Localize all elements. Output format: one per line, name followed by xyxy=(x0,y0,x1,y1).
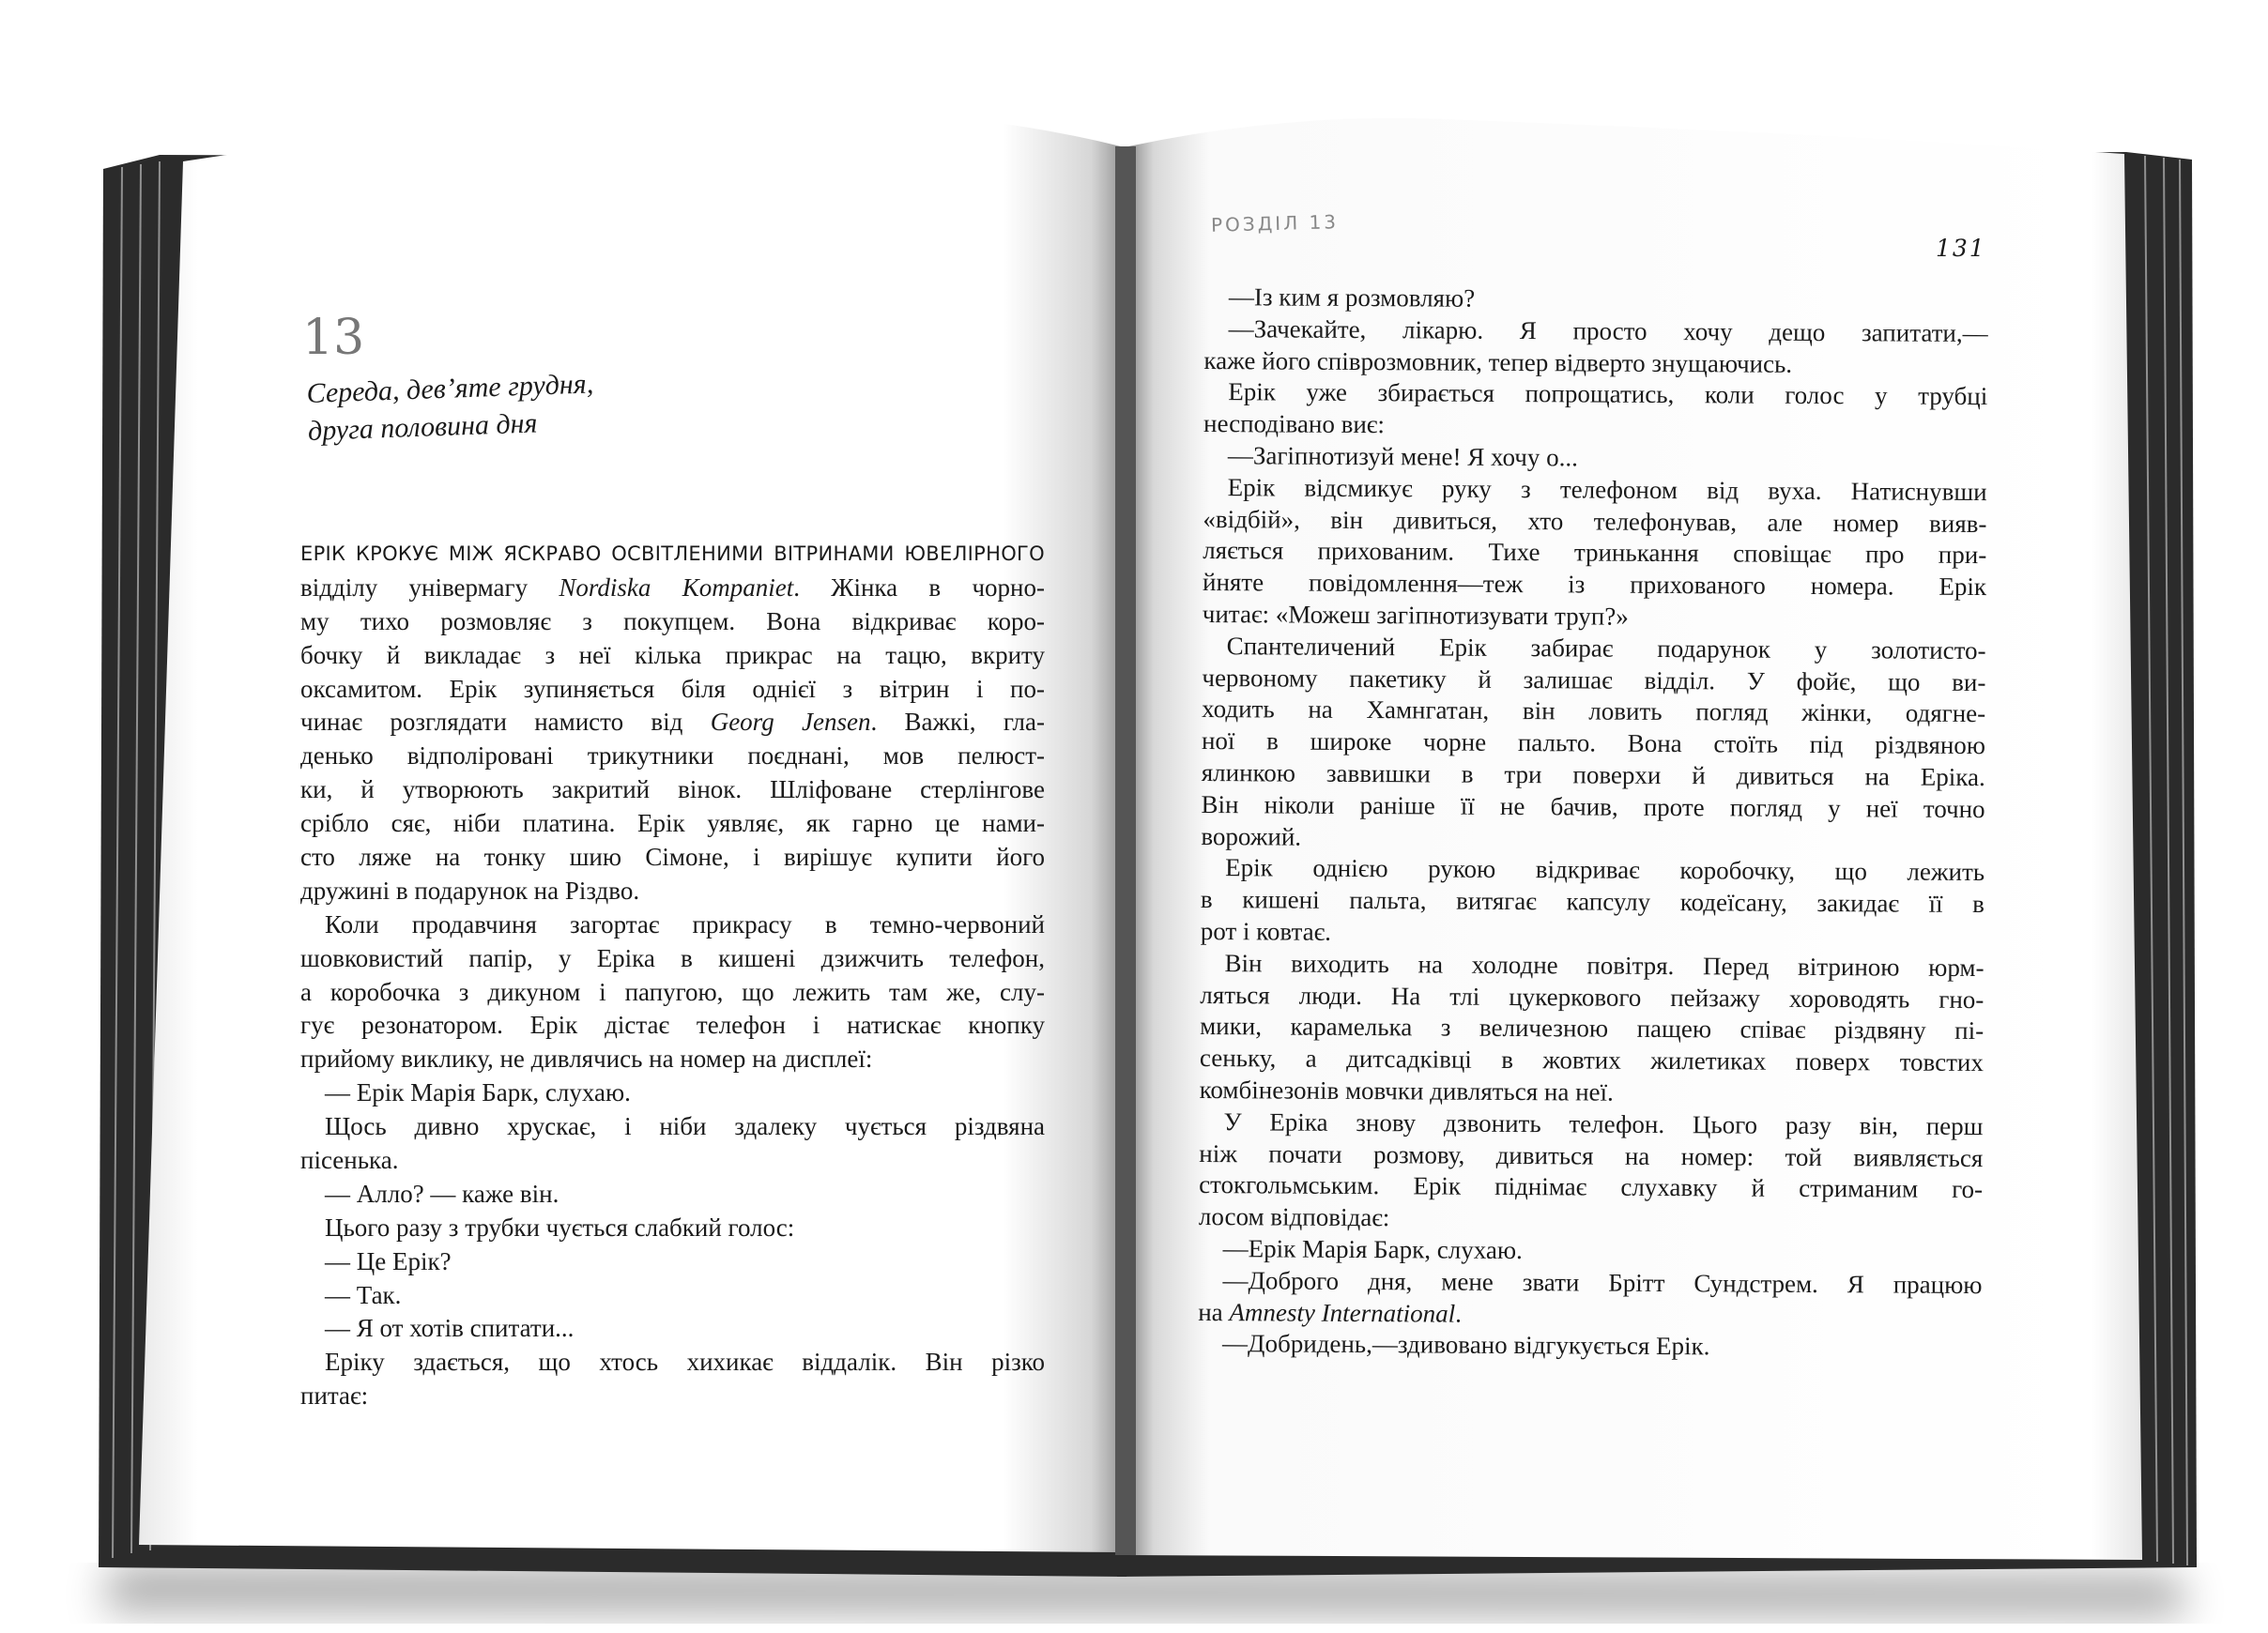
running-header: РОЗДІЛ 13 xyxy=(1210,210,1340,237)
text-segment: комбінезонів мовчки дивляться на неї. xyxy=(1199,1075,1614,1106)
text-line xyxy=(1199,1137,1983,1174)
text-line xyxy=(1201,789,1984,826)
text-segment: — Так. xyxy=(325,1280,402,1309)
text-segment: бочку й викладає з неї кілька прикрас на тацю, вкриту xyxy=(300,640,1045,669)
text-line xyxy=(300,1279,1045,1313)
text-line xyxy=(1198,1296,1982,1333)
text-segment: . xyxy=(1455,1299,1463,1328)
text-segment: мики, карамелька з величезною пащею співає різдвяну пі- xyxy=(1200,1012,1984,1045)
chapter-subtitle xyxy=(306,365,595,450)
italic-text: Georg Jensen xyxy=(710,708,871,737)
text-segment: У Еріка знову дзвонить телефон. Цього разу він, перш xyxy=(1223,1106,1984,1140)
text-segment: — Ерік Марія Барк, слухаю. xyxy=(325,1078,631,1107)
text-line xyxy=(300,976,1045,1010)
text-segment: ворожий. xyxy=(1201,821,1302,851)
text-line xyxy=(1203,567,1986,603)
text-segment: «відбій», він дивиться, хто телефонував, але номер вияв- xyxy=(1203,504,1987,538)
text-line xyxy=(300,740,1045,773)
subtitle-line: друга половина дня xyxy=(307,407,538,447)
text-line xyxy=(1202,725,1985,762)
text-segment: в кишені пальта, витягає капсулу кодеїсану, закидає її в xyxy=(1200,885,1985,919)
italic-text: Nordiska Kompaniet xyxy=(559,572,794,602)
text-segment: Він виходить на холодне повітря. Перед вітриною юрм- xyxy=(1224,948,1984,982)
text-line xyxy=(300,1178,1045,1212)
text-segment: ляється прихованим. Тихе тринькання сповіщає про при- xyxy=(1203,536,1987,570)
text-line xyxy=(300,673,1045,707)
text-line xyxy=(1199,1233,1983,1270)
text-segment: — Алло? — каже він. xyxy=(325,1179,559,1208)
text-line xyxy=(1201,821,1984,858)
text-segment: каже його співрозмовник, тепер відверто знущаючись. xyxy=(1203,345,1793,378)
text-segment: ної в широке чорне пальто. Вона стоїть під різдвяною xyxy=(1201,726,1986,760)
text-line xyxy=(300,841,1045,875)
text-segment: —Доброго дня, мене звати Брітт Сундстрем. Я працюю xyxy=(1222,1265,1983,1299)
text-line xyxy=(300,1245,1045,1279)
text-segment: стокгольмським. Ерік піднімає слухавку й стриманим го- xyxy=(1199,1170,1984,1204)
text-line xyxy=(300,572,1045,605)
text-segment: Еріку здається, що хтось хихикає віддалік. Він різко xyxy=(325,1348,1045,1377)
text-line xyxy=(300,1346,1045,1380)
text-segment: . Жінка в чорно- xyxy=(793,572,1045,602)
text-line xyxy=(1203,599,1986,635)
text-segment: а коробочка з дикуном і папугою, що лежить там же, слу- xyxy=(300,977,1045,1006)
text-line xyxy=(1200,1011,1984,1047)
text-line xyxy=(1200,1043,1984,1079)
text-line xyxy=(1202,694,1985,730)
text-segment: ходить на Хамнгатан, він ловить погляд жінки, одягне- xyxy=(1202,694,1986,728)
text-line xyxy=(300,1110,1045,1144)
text-line xyxy=(1201,916,1984,953)
text-line xyxy=(1199,1106,1983,1143)
text-segment: на xyxy=(1198,1297,1230,1326)
text-segment: ялинкою заввишки в три поверхи й дивиться на Еріка. xyxy=(1201,757,1985,792)
text-line xyxy=(1203,440,1987,477)
text-segment: прийому виклику, не дивлячись на номер на дисплеї: xyxy=(300,1045,873,1074)
text-segment: читає: «Можеш загіпнотизувати труп?» xyxy=(1202,599,1629,631)
text-segment: —Добридень,—здивовано відгукується Ерік. xyxy=(1221,1329,1710,1361)
text-line xyxy=(300,1009,1045,1043)
text-line xyxy=(300,1380,1045,1413)
subtitle-line: Середа, дев’яте грудня, xyxy=(306,368,594,409)
text-line xyxy=(1204,282,1988,318)
text-line xyxy=(300,773,1045,807)
text-line xyxy=(1201,852,1984,889)
text-segment: шовковистий папір, у Еріка в кишені дзижчить телефон, xyxy=(300,943,1045,972)
text-segment: срібло сяє, ніби платина. Ерік уявляє, як гарно це нами- xyxy=(300,809,1045,838)
text-segment: ки, й утворюють закритий вінок. Шліфоване стерлінгове xyxy=(300,775,1045,804)
text-line xyxy=(1204,313,1988,350)
text-segment: сеньку, а дитсадківці в жовтих жилетиках поверх товстих xyxy=(1199,1044,1984,1077)
text-segment: рот і ковтає. xyxy=(1200,916,1332,946)
text-line xyxy=(1198,1265,1982,1302)
text-segment: ЕРІК КРОКУЄ МІЖ ЯСКРАВО ОСВІТЛЕНИМИ ВІТРИНАМИ ЮВЕЛІРНОГО xyxy=(300,542,1045,565)
page-number: 131 xyxy=(1936,235,1986,262)
text-line xyxy=(300,1144,1045,1178)
text-line xyxy=(300,1043,1045,1076)
text-segment: . Важкі, гла- xyxy=(870,708,1046,737)
text-line xyxy=(300,706,1045,740)
text-segment: Він ніколи раніше її не бачив, проте погляд у неї точно xyxy=(1201,789,1985,823)
text-segment: Спантеличений Ерік забирає подарунок у золотисто- xyxy=(1226,631,1986,664)
text-segment: дружині в подарунок на Різдво. xyxy=(300,876,640,905)
text-line xyxy=(1203,472,1987,509)
text-line xyxy=(1200,1075,1984,1111)
text-segment: йняте повідомлення—теж із прихованого номера. Ерік xyxy=(1202,568,1987,602)
text-line xyxy=(300,942,1045,976)
text-segment: —Зачекайте, лікарю. Я просто хочу дещо запитати,— xyxy=(1228,313,1988,347)
chapter-number: 13 xyxy=(302,310,365,366)
right-page-body xyxy=(1198,282,1988,1365)
text-line xyxy=(300,807,1045,841)
text-segment: Щось дивно хрускає, і ніби здалеку чується різдвяна xyxy=(325,1112,1045,1141)
text-line xyxy=(1198,1328,1982,1365)
text-segment: му тихо розмовляє з покупцем. Вона відкриває коро- xyxy=(300,606,1045,635)
text-line xyxy=(1203,535,1986,572)
text-segment: Ерік уже збирається попрощатись, коли голос у трубці xyxy=(1228,377,1988,411)
text-segment: чинає розглядати намисто від xyxy=(300,708,711,737)
text-segment: відділу універмагу xyxy=(300,572,559,602)
text-segment: —Загіпнотизуй мене! Я хочу о... xyxy=(1227,441,1578,472)
text-line xyxy=(1203,504,1986,541)
text-line xyxy=(300,639,1045,673)
text-segment: ніж почати розмову, дивиться на номер: той виявляється xyxy=(1199,1138,1984,1172)
text-segment: —Ерік Марія Барк, слухаю. xyxy=(1222,1234,1523,1264)
text-line xyxy=(1203,631,1986,667)
text-line xyxy=(300,1076,1045,1110)
text-line xyxy=(300,875,1045,908)
text-segment: сто ляже на тонку шию Сімоне, і вирішує купити його xyxy=(300,843,1045,872)
text-line xyxy=(300,538,1045,572)
text-segment: несподівано виє: xyxy=(1203,409,1386,439)
text-line xyxy=(300,605,1045,639)
text-segment: гує резонатором. Ерік дістає телефон і натискає кнопку xyxy=(300,1011,1045,1040)
text-segment: оксамитом. Ерік зупиняється біля однієї з вітрин і по- xyxy=(300,674,1045,703)
text-segment: ляться люди. На тлі цукеркового пейзажу хороводять гно- xyxy=(1200,980,1984,1014)
text-line xyxy=(1199,1201,1983,1238)
text-segment: Цього разу з трубки чується слабкий голос: xyxy=(325,1213,795,1242)
text-segment: лосом відповідає: xyxy=(1198,1202,1390,1232)
spine-shadow xyxy=(1115,146,1136,1555)
italic-text: Amnesty International xyxy=(1229,1297,1456,1328)
text-line xyxy=(1203,345,1987,382)
text-line xyxy=(300,1212,1045,1245)
text-line xyxy=(1201,884,1984,921)
text-segment: червоному пакетику й залишає відділ. У фойє, що ви- xyxy=(1202,663,1986,696)
text-segment: —Із ким я розмовляю? xyxy=(1228,282,1476,313)
text-line xyxy=(1200,980,1984,1016)
text-segment: пісенька. xyxy=(300,1146,399,1175)
text-segment: Коли продавчиня загортає прикрасу в темно-червоний xyxy=(325,909,1045,939)
text-line xyxy=(1200,948,1984,984)
text-line xyxy=(1202,663,1985,699)
left-page-body xyxy=(300,538,1045,1413)
text-line xyxy=(300,908,1045,942)
text-line xyxy=(300,1312,1045,1346)
text-segment: — Я от хотів спитати... xyxy=(325,1314,575,1343)
text-line xyxy=(1203,376,1987,413)
text-segment: Ерік відсмикує руку з телефоном від вуха. Натиснувши xyxy=(1227,472,1987,506)
text-line xyxy=(1203,408,1987,445)
text-segment: питає: xyxy=(300,1381,369,1411)
text-segment: денько відполіровані трикутники поєднані, мов пелюст- xyxy=(300,741,1045,771)
text-segment: — Це Ерік? xyxy=(325,1246,452,1275)
text-line xyxy=(1199,1169,1983,1206)
text-segment: Ерік однією рукою відкриває коробочку, що лежить xyxy=(1225,853,1985,887)
text-line xyxy=(1202,757,1985,794)
